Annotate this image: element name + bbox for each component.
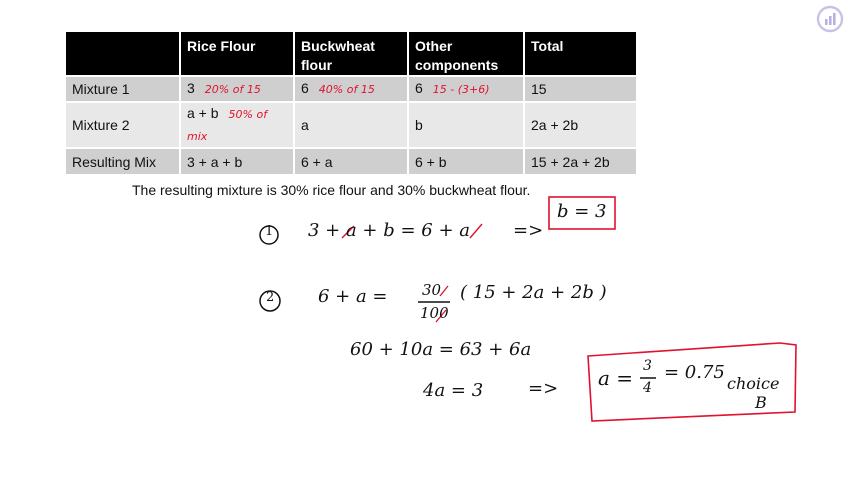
final-frac-numerator: 3: [643, 358, 652, 374]
rice-value: 3: [187, 80, 195, 96]
step2-line2: 60 + 10a = 63 + 6a: [350, 339, 532, 360]
step2-number: 2: [266, 290, 275, 305]
buckwheat-cell: 6 + a: [294, 148, 408, 174]
other-cell: 6 + b: [408, 148, 524, 174]
rice-note: 50% of mix: [187, 108, 268, 143]
rice-value: a + b: [187, 105, 219, 121]
step2-line3: 4a = 3: [423, 380, 484, 401]
step2-denominator: 100: [420, 304, 449, 322]
problem-statement: The resulting mixture is 30% rice flour and 30% buckwheat flour.: [132, 182, 531, 198]
final-frac-denominator: 4: [643, 380, 652, 396]
step2-numerator: 30: [422, 281, 442, 299]
header-rice-flour: Rice Flour: [180, 32, 294, 76]
other-cell: b: [408, 102, 524, 148]
step2-lhs: 6 + a =: [318, 286, 388, 307]
rice-note: 20% of 15: [204, 83, 261, 96]
step2-rhs: ( 15 + 2a + 2b ): [460, 282, 607, 303]
choice-letter: B: [755, 393, 767, 412]
strike-zero-top: [440, 286, 448, 296]
step2-arrow: =>: [528, 378, 559, 399]
final-value: = 0.75: [664, 362, 725, 383]
rice-cell: 3 + a + b: [180, 148, 294, 174]
header-other-components: Other components: [408, 32, 524, 76]
total-cell: 15 + 2a + 2b: [524, 148, 636, 174]
step1-arrow: =>: [513, 220, 544, 241]
row-label: Resulting Mix: [66, 148, 180, 174]
total-cell: 2a + 2b: [524, 102, 636, 148]
total-cell: 15: [524, 76, 636, 102]
row-label: Mixture 2: [66, 102, 180, 148]
header-total: Total: [524, 32, 636, 76]
header-buckwheat-flour: Buckwheat flour: [294, 32, 408, 76]
step1-equation: 3 + a + b = 6 + a: [308, 220, 470, 241]
other-note: 15 - (3+6): [432, 83, 490, 96]
step1-result: b = 3: [557, 201, 607, 222]
step1-number: 1: [265, 224, 274, 239]
strike-a-right: [470, 224, 482, 238]
buckwheat-value: 6: [301, 80, 309, 96]
row-label: Mixture 1: [66, 76, 180, 102]
other-value: 6: [415, 80, 423, 96]
buckwheat-note: 40% of 15: [318, 83, 375, 96]
buckwheat-cell: a: [294, 102, 408, 148]
choice-label: choice: [727, 374, 780, 393]
final-a-label: a =: [598, 366, 634, 390]
